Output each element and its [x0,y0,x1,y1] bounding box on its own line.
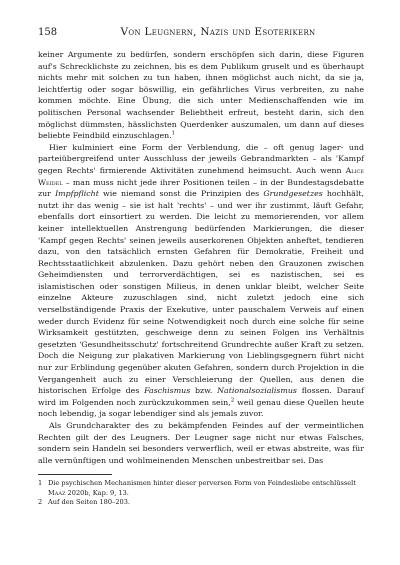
text-run: wie niemand sonst die Prinzipien des [98,189,264,199]
footnote [38,498,364,507]
page-number: 158 [38,27,58,38]
text-run: Maaz [48,488,66,497]
text-run: hochhält, nutzt ihr das wenig – sie ist halt 'rechts' – und wer ihr zustimmt, läuft Gefahr, ebenfalls dort einsortiert zu werden. Die leicht zu memorierenden, vor allem keiner intellektuellen Anstrengung bedürfenden Markierungen, die dieser 'Kampf gegen Rechts' seinen jeweils auserkorenen Objekten anheftet, tendieren dazu, von den tatsächlich ernsten Gefahren für Demokratie, Freiheit und Rechtsstaatlichkeit abzulenken. Dazu gehört neben den Grauzonen zwischen Geheimdiensten und terrorverdächtigen, sei es nazistischen, sei es islamistischen oder sonstigen Milieus, in denen unklar bleibt, welcher Seite einzelne Akteure zuzuschlagen sind, nicht zuletzt jedoch eine sich verselbständigende Praxis der Exekutive, unter pauschalem Verweis auf einen weder durch Evidenz für seine Notwendigkeit noch durch eine solche für seine Wirksamkeit gestützten, geschweige denn zu seinen Folgen ins Verhältnis gesetzten 'Gesundheitsschutz' fortschreitend Grundrechte außer Kraft zu setzen. Doch die Neigung zur plakativen Markierung von Lieblingsgegnern führt nicht nur zur Erblindung gegenüber akuten Gefahren, sondern durch Projektion in die Vergangenheit auch zu einer Verschleierung der Quellen, aus denen die historischen Erfolge des [38,189,364,396]
text-run: 2020b, Kap. 9, 13. [65,488,129,497]
text-run: Faschismus [144,386,191,396]
text-run: – man muss nicht jede ihrer Positionen teilen – in der Bundestagsdebatte zur [38,177,364,199]
text-run: Impfpflicht [55,189,99,199]
text-run: Nationalsozialismus [217,386,297,396]
text-run: Grundgesetzes [263,189,323,199]
text-run: Die psychischen Mechanismen hinter dieser perversen Form von Feindesliebe entschlüsselt [48,479,356,488]
footnote-marker: 2 [230,397,235,404]
footnotes [38,479,364,507]
text-run: flossen. Darauf wird im Folgenden noch zurückzukommen sein, [38,386,364,407]
text-run: Auf den Seiten 180–203. [48,498,130,507]
footnote-rule [38,474,112,475]
running-title: Von Leugnern, Nazis und Esoterikern [120,26,316,38]
running-head [38,26,364,40]
paragraph [38,142,364,420]
footnote-text [48,498,364,507]
text-run: Als Grundcharakter des zu bekämpfenden Feindes auf der vermeintlichen Rechten gilt der des Leugners. Der Leugner sage nicht nur etwas Falsches, sondern sein Handeln sei besonders verwerflich, weil er etwas abstreite, was für alle vernünftigen und wohlmeinenden Menschen unbestreitbar sei. Das [38,421,364,465]
footnote-number: 2 [38,498,43,507]
paragraph [38,420,364,466]
footnote-number: 1 [38,479,43,488]
text-run: Alice Weidel [38,165,364,187]
book-page [38,26,364,508]
body-text [38,49,364,466]
text-run: Hier kulminiert eine Form der Verblendung, die – oft genug lager- und parteiübergreifend unter Ausschluss der jeweils Gebrandmarkten – als 'Kampf gegen Rechts' firmierende Aktivitäten zunehmend heimsucht. Auch wenn [38,142,364,175]
footnote-marker: 1 [171,130,176,137]
text-run: bzw. [190,386,218,396]
text-run: keiner Argumente zu bedürfen, sondern erschöpfen sich darin, diese Figuren auf's Schrecklichste zu zeichnen, bis es dem Publikum gruselt und es überhaupt nichts mehr mit solchen zu tun haben, ihnen möglichst auch nicht, da sie ja, leichtfertig oder sogar böswillig, ein gefährliches Virus verbreiten, zu nahe kommen möchte. Eine Übung, die sich unter Medienschaffenden wie im politischen Personal wachsender Beliebtheit erfreut, besteht darin, sich den möglichst dümmsten, hässlichsten Querdenker auszumalen, um dann auf dieses beliebte Feindbild einzuschlagen. [38,50,364,141]
paragraph [38,49,364,142]
footnote-text [48,479,364,498]
footnote [38,479,364,498]
text-run: weil genau diese Quellen heute noch lebendig, ja sogar lebendiger sind als jemals zuvor. [38,397,364,419]
